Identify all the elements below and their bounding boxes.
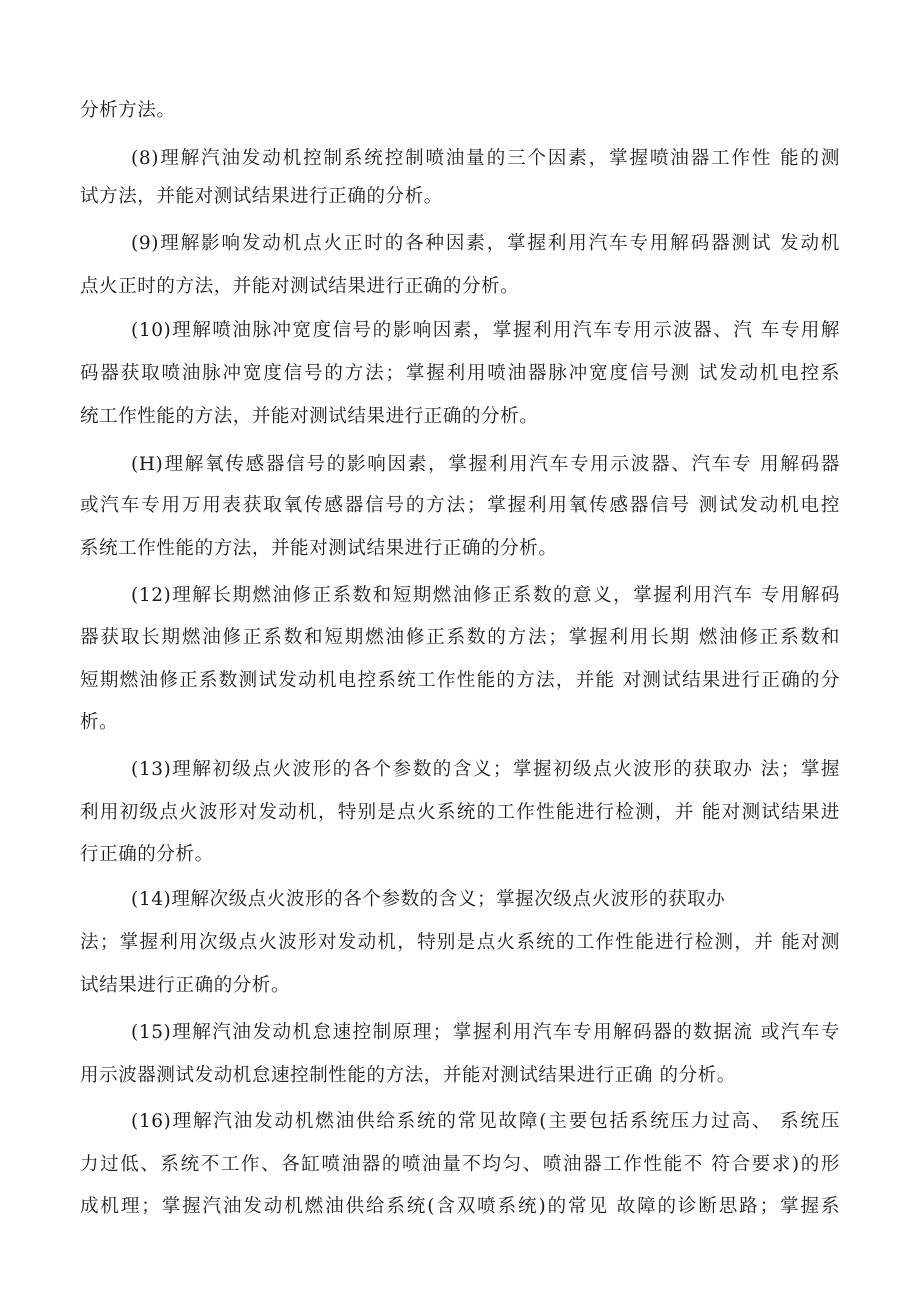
text-line-17: 利用初级点火波形对发动机，特别是点火系统的工作性能进行检测，并 能对测试结果进 <box>80 802 840 823</box>
text-line-14: 短期燃油修正系数测试发动机电控系统工作性能的方法，并能 对测试结果进行正确的分 <box>80 670 840 691</box>
text-line-18: 行正确的分析。 <box>80 844 214 865</box>
text-line-20: 法；掌握利用次级点火波形对发动机，特别是点火系统的工作性能进行检测，并 能对测 <box>80 932 840 953</box>
text-line-24: (16)理解汽油发动机燃油供给系统的常见故障(主要包括系统压力过高、 系统压 <box>131 1111 840 1132</box>
text-line-3: 试方法，并能对测试结果进行正确的分析。 <box>80 186 443 207</box>
text-line-6: (10)理解喷油脉冲宽度信号的影响因素，掌握利用汽车专用示波器、汽 车专用解 <box>131 320 840 341</box>
text-line-23: 用示波器测试发动机怠速控制性能的方法，并能对测试结果进行正确 的分析。 <box>80 1065 736 1086</box>
text-line-1: 分析方法。 <box>80 100 176 121</box>
text-line-11: 系统工作性能的方法，并能对测试结果进行正确的分析。 <box>80 538 558 559</box>
text-line-13: 器获取长期燃油修正系数和短期燃油修正系数的方法；掌握利用长期 燃油修正系数和 <box>80 627 840 648</box>
text-line-15: 析。 <box>80 712 119 733</box>
text-line-12: (12)理解长期燃油修正系数和短期燃油修正系数的意义，掌握利用汽车 专用解码 <box>131 585 840 606</box>
text-line-10: 或汽车专用万用表获取氧传感器信号的方法；掌握利用氧传感器信号 测试发动机电控 <box>80 495 840 516</box>
text-line-16: (13)理解初级点火波形的各个参数的含义；掌握初级点火波形的获取办 法；掌握 <box>131 759 840 780</box>
text-line-19: (14)理解次级点火波形的各个参数的含义；掌握次级点火波形的获取办 <box>131 889 726 910</box>
text-line-22: (15)理解汽油发动机怠速控制原理；掌握利用汽车专用解码器的数据流 或汽车专 <box>131 1022 840 1043</box>
text-line-26: 成机理；掌握汽油发动机燃油供给系统(含双喷系统)的常见 故障的诊断思路；掌握系 <box>80 1196 840 1217</box>
text-line-21: 试结果进行正确的分析。 <box>80 975 291 996</box>
text-line-25: 力过低、系统不工作、各缸喷油器的喷油量不均匀、喷油器工作性能不 符合要求)的形 <box>80 1154 840 1175</box>
text-line-5: 点火正时的方法，并能对测试结果进行正确的分析。 <box>80 276 520 297</box>
text-line-2: (8)理解汽油发动机控制系统控制喷油量的三个因素，掌握喷油器工作性 能的测 <box>131 148 840 169</box>
text-line-8: 统工作性能的方法，并能对测试结果进行正确的分析。 <box>80 406 539 427</box>
text-line-7: 码器获取喷油脉冲宽度信号的方法；掌握利用喷油器脉冲宽度信号测 试发动机电控系 <box>80 363 840 384</box>
text-line-9: (H)理解氧传感器信号的影响因素，掌握利用汽车专用示波器、汽车专 用解码器 <box>131 454 840 475</box>
text-line-4: (9)理解影响发动机点火正时的各种因素，掌握利用汽车专用解码器测试 发动机 <box>131 233 840 254</box>
